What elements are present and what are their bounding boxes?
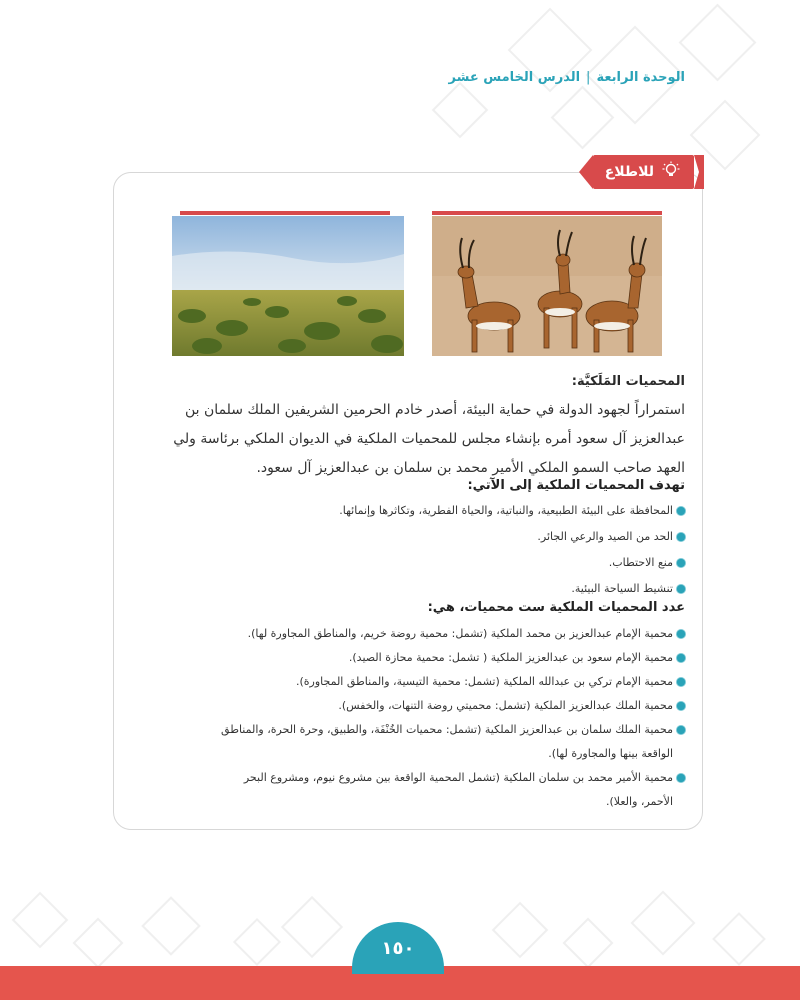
reserve-text: محمية الملك سلمان بن عبدالعزيز الملكية (تشمل: محميات الخُنْفَة، والطبيق، وحرة الحرة، والمناطق [221,723,673,736]
badge-arrow [579,155,593,189]
bullet-icon [677,507,685,515]
lightbulb-icon [662,161,680,183]
list-item [165,550,685,576]
gazelles-photo-bar [432,211,662,215]
bullet-icon [677,585,685,593]
list-item [165,718,685,766]
badge-tail [694,155,704,189]
list-item [165,670,685,694]
goal-text: منع الاحتطاب. [608,556,673,569]
section-title-wrap [165,374,685,389]
goals-list [165,498,685,602]
list-item [165,524,685,550]
breadcrumb [449,70,685,85]
bullet-icon [677,533,685,541]
reserve-text: محمية الملك عبدالعزيز الملكية (تشمل: محميتي روضة التنهات، والخفس). [338,699,673,712]
page-number: ١٥٠ [352,922,444,974]
reserve-text: محمية الإمام تركي بن عبدالله الملكية (تشمل: محمية التيسية، والمناطق المجاورة). [295,675,673,688]
reserve-text: محمية الإمام عبدالعزيز بن محمد الملكية (تشمل: محمية روضة خريم، والمناطق المجاورة لها). [247,627,673,640]
bullet-icon [677,678,685,686]
goal-text: المحافظة على البيئة الطبيعية، والنباتية، والحياة الفطرية، وتكاثرها وإنمائها. [339,504,673,517]
list-item [165,498,685,524]
info-badge [579,155,704,189]
reserve-text: محمية الإمام سعود بن عبدالعزيز الملكية ( تشمل: محمية محازة الصيد). [348,651,673,664]
reserves-list [165,622,685,814]
unit-label: الوحدة الرابعة [596,70,685,85]
goal-text: الحد من الصيد والرعي الجائر. [537,530,673,543]
reserve-text: محمية الأمير محمد بن سلمان الملكية (تشمل المحمية الواقعة بين مشروع نيوم، ومشروع البحر [243,771,673,784]
reserve-text-cont: الواقعة بينها والمجاورة لها). [548,747,673,760]
bullet-icon [677,559,685,567]
bullet-icon [677,726,685,734]
intro-line-3: العهد صاحب السمو الملكي الأمير محمد بن سلمان بن عبدالعزيز آل سعود. [256,460,685,476]
list-item [165,576,685,602]
breadcrumb-separator: | [586,70,591,85]
list-item [165,694,685,718]
intro-line-1: استمراراً لجهود الدولة في حماية البيئة، أصدر خادم الحرمين الشريفين الملك سلمان بن [185,402,685,418]
lesson-label: الدرس الخامس عشر [448,70,581,85]
gazelles-photo [432,216,662,356]
bullet-icon [677,654,685,662]
list-item [165,766,685,814]
reserve-text-cont: الأحمر، والعلا). [606,795,673,808]
goals-heading: تهدف المحميات الملكية إلى الآتي: [467,478,685,493]
bullet-icon [677,630,685,638]
goal-text: تنشيط السياحة البيئية. [571,582,673,595]
landscape-photo [172,216,404,356]
landscape-photo-bar [180,211,390,215]
reserves-heading: عدد المحميات الملكية ست محميات، هي: [427,600,685,615]
intro-line-2: عبدالعزيز آل سعود أمره بإنشاء مجلس للمحميات الملكية في الديوان الملكي برئاسة ولي [173,431,685,447]
intro-paragraph [165,396,685,483]
list-item [165,646,685,670]
badge-tab [593,155,694,189]
goals-heading-wrap [165,478,685,493]
bullet-icon [677,774,685,782]
bullet-icon [677,702,685,710]
reserves-heading-wrap [165,600,685,615]
list-item [165,622,685,646]
badge-label: للاطلاع [604,164,654,180]
section-title: المحميات المَلَكيَّة: [571,374,685,389]
